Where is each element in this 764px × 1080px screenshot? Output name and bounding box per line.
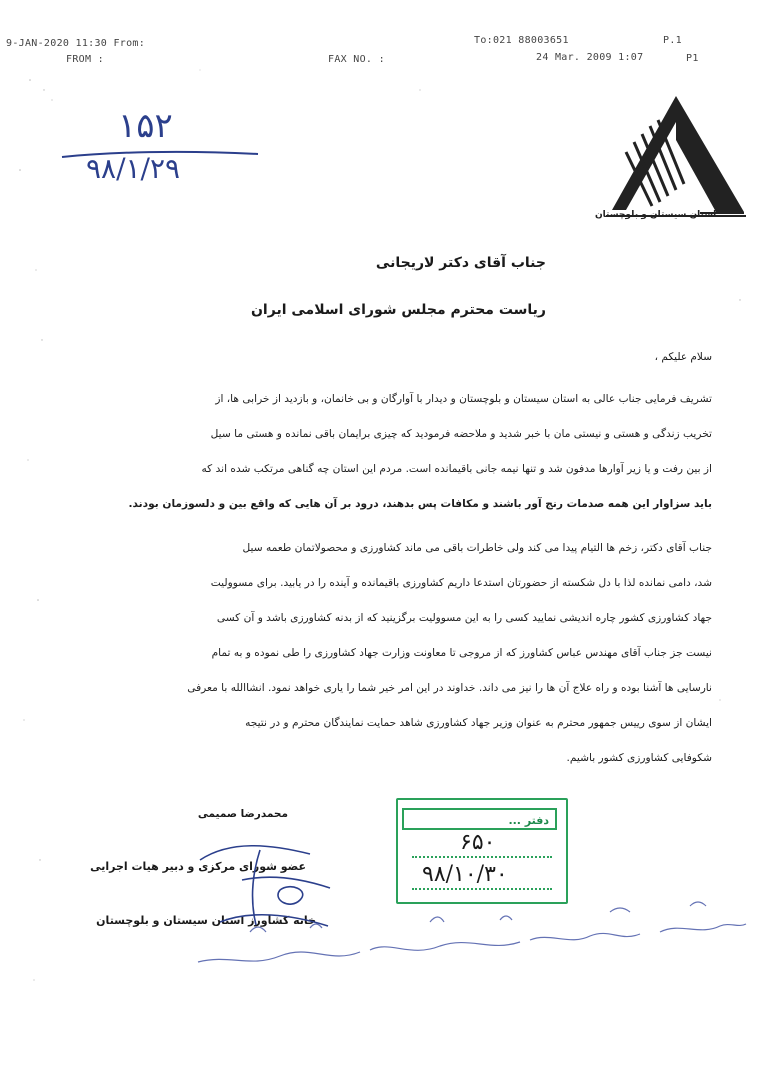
paragraph-2-line: شد، دامی نمانده لذا با دل شکسته از حضورتان استدعا داریم کشاورزی باقیمانده و آینده را در یابید. برای مسوولیت: [210, 577, 712, 589]
paragraph-2-line: شکوفایی کشاورزی کشور باشیم.: [566, 752, 712, 764]
logo-caption: استان سیستان و بلوچستان: [595, 210, 717, 220]
paragraph-2-line: جناب آقای دکتر، زخم ها التیام پیدا می کند ولی خاطرات باقی می ماند کشاورزی و محصولاتمان طعمه سیل: [242, 542, 712, 554]
paragraph-2-line: نارسایی ها آشنا بوده و راه علاج آن ها را نیز می داند. خداوند در این امر خیر شما را یاری خواهد نمود. انشاالله با معرفی: [187, 682, 712, 694]
fax-header-date: 24 Mar. 2009 1:07: [536, 52, 644, 63]
handwritten-date: ۹۸/۱/۲۹: [86, 152, 181, 185]
paragraph-1-line: از بین رفت و یا زیر آوارها مدفون شد و تنها نیمه جانی باقیمانده است. مردم این استان چه گناهی مرتکب شده اند که: [201, 463, 712, 475]
fax-header-from: FROM :: [66, 54, 104, 65]
fax-header-timestamp: 9-JAN-2020 11:30 From:: [6, 38, 146, 49]
paragraph-1-line: باید سزاوار این همه صدمات رنج آور باشند و مکافات پس بدهند، درود بر آن هایی که واقع بین و دلسوزمان بودند.: [128, 498, 712, 510]
paragraph-1-line: تخریب زندگی و هستی و نیستی مان با خبر شدید و ملاحضه فرمودید که چیزی برایمان باقی نمانده و هستی ما سیل: [210, 428, 712, 440]
stamp-number: ۶۵۰: [460, 830, 496, 855]
paragraph-2-line: ایشان از سوی رییس جمهور محترم به عنوان وزیر جهاد کشاورزی شاهد حمایت نمایندگان محترم و در نتیجه: [245, 717, 712, 729]
handwritten-reference-number: ۱۵۲: [118, 106, 173, 146]
stamp-header: دفتر ...: [402, 808, 557, 830]
recipient-title: ریاست محترم مجلس شورای اسلامی ایران: [250, 302, 546, 318]
fax-header-page-2: P1: [686, 53, 699, 64]
signatory-role: عضو شورای مرکزی و دبیر هیات اجرایی: [90, 860, 306, 873]
paragraph-2-line: نیست جز جناب آقای مهندس عباس کشاورز که از مروجی تا معاونت وزارت جهاد کشاورزی را طی نموده و به تمام: [211, 647, 712, 659]
fax-header-page: P.1: [663, 35, 682, 46]
paragraph-2-line: جهاد کشاورزی کشور چاره اندیشی نمایید کسی را به این مسوولیت برگزینید که از بدنه کشاورزی باشد و آن کسی: [216, 612, 712, 624]
recipient-name: جناب آقای دکتر لاریجانی: [375, 255, 546, 271]
greeting: سلام علیکم ،: [654, 351, 712, 363]
fax-header-fax-no: FAX NO. :: [328, 54, 385, 65]
signatory-organization: خانه کشاورز استان سیستان و بلوچستان: [96, 914, 316, 927]
stamp-date: ۹۸/۱۰/۳۰: [422, 862, 508, 887]
paragraph-1-line: تشریف فرمایی جناب عالی به استان سیستان و بلوچستان و دیدار با آوارگان و بی خانمان، و بازدید از خرابی ها، از: [215, 393, 712, 405]
signatory-name: محمدرضا صمیمی: [197, 808, 288, 820]
fax-header-to-number: To:021 88003651: [474, 35, 569, 46]
